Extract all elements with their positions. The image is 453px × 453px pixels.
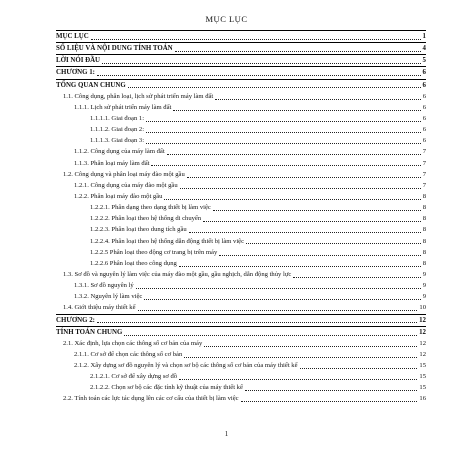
toc-entry-title: TỔNG QUAN CHUNG (56, 81, 126, 89)
toc-entry-page: 6 (422, 126, 426, 134)
toc-entry[interactable] (56, 202, 426, 213)
toc-entry-page: 12 (419, 316, 426, 324)
dot-leader (138, 310, 418, 311)
toc-entry[interactable] (56, 382, 426, 393)
toc-entry-title: 2.1.1. Cơ sở để chọn các thông số cơ bản (74, 350, 183, 358)
toc-entry-title: 2.1.2.2. Chọn sơ bộ các đặc tính kỹ thuật của máy thiết kế (90, 384, 243, 392)
toc-entry-title: 1.2.1. Công dụng của máy đào một gầu (74, 181, 178, 189)
toc-entry-title: 2.1.2.1. Cơ sở để xây dựng sơ đồ (90, 373, 178, 381)
dot-leader (97, 322, 417, 323)
toc-entry[interactable] (56, 169, 426, 180)
toc-entry[interactable] (56, 371, 426, 382)
toc-entry-page: 6 (422, 103, 426, 111)
toc-entry[interactable] (56, 146, 426, 157)
toc-entry-title: LỜI NÓI ĐẦU (56, 57, 101, 65)
toc-entry-page: 8 (422, 248, 426, 256)
toc-entry[interactable] (56, 394, 426, 405)
toc-entry-title: 2.2. Tính toán các lực tác dụng lên các cơ cấu của thiết bị làm việc (63, 395, 239, 403)
toc-entry-title: 1.2.2.6 Phân loại theo công dụng (90, 259, 177, 267)
toc-entry-title: TÍNH TOÁN CHUNG (56, 328, 123, 336)
toc-entry[interactable] (56, 66, 426, 78)
toc-entry-title: 1.3.1. Sơ đồ nguyên lý (74, 282, 134, 290)
dot-leader (151, 165, 420, 166)
toc-entry-page: 12 (419, 339, 426, 347)
toc-entry[interactable] (56, 349, 426, 360)
dot-leader (124, 335, 417, 336)
toc-entry-page: 4 (422, 45, 426, 53)
toc-entry-page: 15 (419, 384, 426, 392)
toc-entry[interactable] (56, 91, 426, 102)
dot-leader (144, 299, 420, 300)
toc-entry-title: MỤC LỤC (56, 32, 89, 40)
toc-entry[interactable] (56, 360, 426, 371)
dot-leader (179, 379, 417, 380)
toc-entry-title: 1.3. Sơ đồ và nguyên lý làm việc của máy đào một gầu, gầu nghịch, dẫn động thủy lực (63, 270, 292, 278)
toc-entry[interactable] (56, 213, 426, 224)
toc-entry-title: 1.2.2.5 Phân loại theo động cơ trang bị trên máy (90, 248, 218, 256)
dot-leader (180, 188, 421, 189)
dot-leader (175, 51, 421, 52)
toc-entry-page: 10 (419, 304, 426, 312)
toc-entry-page: 16 (419, 395, 426, 403)
dot-leader (204, 346, 417, 347)
toc-entry-page: 8 (422, 237, 426, 245)
toc-entry[interactable] (56, 113, 426, 124)
toc-entry-title: SỐ LIỆU VÀ NỘI DUNG TÍNH TOÁN (56, 45, 173, 53)
toc-entry-page: 8 (422, 215, 426, 223)
dot-leader (146, 132, 421, 133)
toc-entry[interactable] (56, 79, 426, 91)
toc-entry-page: 1 (422, 32, 426, 40)
toc-entry[interactable] (56, 124, 426, 135)
toc-entry-page: 5 (422, 57, 426, 65)
toc-entry-page: 7 (422, 148, 426, 156)
toc-entry[interactable] (56, 158, 426, 169)
toc-entry[interactable] (56, 258, 426, 269)
toc-entry[interactable] (56, 42, 426, 54)
dot-leader (102, 63, 421, 64)
toc-entry[interactable] (56, 269, 426, 280)
dot-leader (213, 210, 421, 211)
toc-entry[interactable] (56, 54, 426, 66)
toc-entry-title: 1.1. Công dụng, phân loại, lịch sử phát triển máy làm đất (63, 92, 214, 100)
toc-entry-page: 6 (422, 92, 426, 100)
toc-entry-page: 9 (422, 270, 426, 278)
toc-entry[interactable] (56, 236, 426, 247)
toc-entry-page: 6 (422, 81, 426, 89)
toc-entry-title: 1.3.2. Nguyên lý làm việc (74, 293, 143, 301)
dot-leader (164, 199, 420, 200)
page-title: MỤC LỤC (205, 14, 248, 24)
toc-entry-title: 1.2.2. Phân loại máy đào một gầu (74, 192, 163, 200)
toc-entry-title: CHƯƠNG 2: (56, 316, 95, 324)
toc-entry-page: 9 (422, 282, 426, 290)
dot-leader (300, 368, 418, 369)
toc-entry-page: 7 (422, 181, 426, 189)
dot-leader (136, 288, 421, 289)
dot-leader (219, 255, 420, 256)
toc-entry-title: 1.4. Giới thiệu máy thiết kế (63, 304, 136, 312)
dot-leader (293, 277, 420, 278)
dot-leader (179, 266, 421, 267)
dot-leader (146, 121, 421, 122)
toc-entry-title: 1.1.1.2. Giai đoạn 2: (90, 126, 145, 134)
dot-leader (167, 154, 421, 155)
toc-entry-page: 12 (419, 350, 426, 358)
dot-leader (241, 401, 418, 402)
toc-entry[interactable] (56, 314, 426, 326)
toc-entry-title: 1.1.3. Phân loại máy làm đất (74, 159, 150, 167)
toc-entry[interactable] (56, 326, 426, 338)
toc-entry-page: 8 (422, 259, 426, 267)
dot-leader (91, 39, 421, 40)
toc-entry[interactable] (56, 247, 426, 258)
toc-entry-title: 2.1.2. Xây dựng sơ đồ nguyên lý và chọn sơ bộ các thông số cơ bản của máy thiết kế (74, 362, 298, 370)
toc-entry-page: 7 (422, 159, 426, 167)
dot-leader (215, 99, 420, 100)
toc-entry-page: 9 (422, 293, 426, 301)
dot-leader (245, 390, 417, 391)
toc-entry[interactable] (56, 338, 426, 349)
toc-entry[interactable] (56, 291, 426, 302)
toc-entry-title: 1.2. Công dụng và phân loại máy đào một gầu (63, 170, 185, 178)
toc-entry-page: 12 (419, 328, 426, 336)
toc-entry-title: 1.2.2.1. Phân dạng theo dạng thiết bị làm việc (90, 204, 211, 212)
toc-entry-title: 1.2.2.3. Phân loại theo dung tích gầu (90, 226, 187, 234)
dot-leader (146, 143, 421, 144)
dot-leader (128, 87, 421, 88)
toc-entry[interactable] (56, 102, 426, 113)
dot-leader (246, 243, 421, 244)
toc-entry-page: 7 (422, 170, 426, 178)
table-of-contents (56, 30, 426, 405)
dot-leader (187, 177, 421, 178)
toc-entry-page: 8 (422, 204, 426, 212)
toc-entry-page: 8 (422, 226, 426, 234)
dot-leader (184, 357, 417, 358)
toc-entry-title: 1.1.1.3. Giai đoạn 3: (90, 137, 145, 145)
dot-leader (189, 232, 421, 233)
toc-entry-page: 6 (422, 69, 426, 77)
toc-entry-page: 8 (422, 192, 426, 200)
toc-entry-title: 1.2.2.2. Phân loại theo hệ thống di chuyển (90, 215, 202, 223)
toc-entry-page: 6 (422, 137, 426, 145)
toc-entry-title: 2.1. Xác định, lựa chọn các thông số cơ bản của máy (63, 339, 203, 347)
toc-entry-title: 1.2.2.4. Phân loại theo hệ thống dẫn động thiết bị làm việc (90, 237, 245, 245)
dot-leader (203, 221, 421, 222)
toc-entry[interactable] (56, 191, 426, 202)
toc-entry-title: 1.1.2. Công dụng của máy làm đất (74, 148, 165, 156)
toc-entry[interactable] (56, 30, 426, 42)
toc-entry-title: 1.1.1. Lịch sử phát triển máy làm đất (74, 103, 172, 111)
page-number: 1 (224, 430, 229, 438)
dot-leader (97, 75, 421, 76)
toc-entry-title: CHƯƠNG 1: (56, 69, 95, 77)
toc-entry[interactable] (56, 280, 426, 291)
toc-entry[interactable] (56, 180, 426, 191)
toc-entry[interactable] (56, 302, 426, 313)
toc-entry[interactable] (56, 135, 426, 146)
toc-entry-title: 1.1.1.1. Giai đoạn 1: (90, 114, 145, 122)
toc-entry-page: 15 (419, 373, 426, 381)
toc-entry-page: 6 (422, 114, 426, 122)
dot-leader (173, 110, 420, 111)
toc-entry[interactable] (56, 224, 426, 235)
toc-entry-page: 15 (419, 362, 426, 370)
